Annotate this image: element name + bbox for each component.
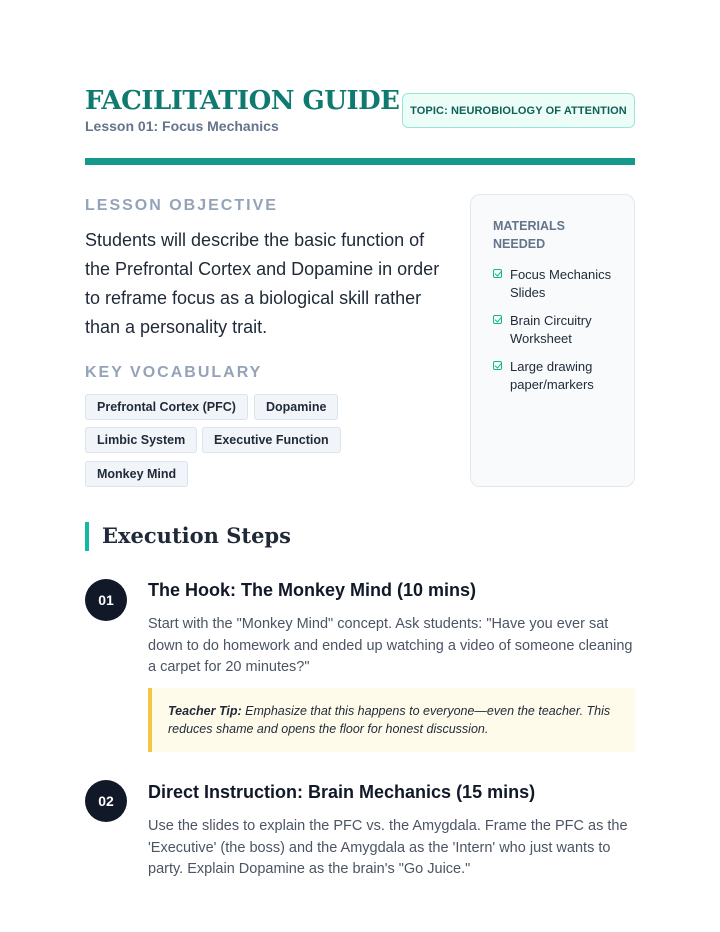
step-body: Start with the "Monkey Mind" concept. Ask students: "Have you ever sat down to do homework and ended up watching a video of someone cleaning a carpet for 20 minutes?"	[148, 616, 633, 675]
materials-item-label: Brain Circuitry Worksheet	[510, 313, 592, 346]
vocab-chip: Monkey Mind	[85, 461, 188, 487]
materials-item-label: Large drawing paper/markers	[510, 359, 594, 392]
teacher-tip-label: Teacher Tip:	[168, 704, 242, 718]
step-number-badge: 01	[85, 579, 127, 621]
page-title: FACILITATION GUIDE	[85, 86, 400, 116]
materials-title: MATERIALS NEEDED	[493, 219, 565, 251]
header-divider	[85, 158, 635, 165]
vocab-chip: Limbic System	[85, 427, 197, 453]
page-header	[85, 86, 635, 146]
objective-text: Students will describe the basic function of the Prefrontal Cortex and Dopamine in order to reframe focus as a biological skill rather than a personality trait.	[85, 230, 440, 337]
step-body: Use the slides to explain the PFC vs. the Amygdala. Frame the PFC as the 'Executive' (the boss) and the Amygdala as the 'Intern' who just wants to party. Explain Dopamine as the brain's "Go Juice."	[148, 818, 628, 877]
section-accent-bar	[85, 522, 89, 551]
materials-card	[470, 194, 635, 487]
step-number-badge: 02	[85, 780, 127, 822]
check-square-icon	[493, 269, 502, 278]
step-title: Direct Instruction: Brain Mechanics (15 mins)	[148, 782, 536, 802]
objective-label: LESSON OBJECTIVE	[85, 197, 278, 214]
teacher-tip	[148, 688, 635, 752]
check-square-icon	[493, 361, 502, 370]
step-title: The Hook: The Monkey Mind (10 mins)	[148, 580, 477, 600]
vocab-chip: Dopamine	[254, 394, 338, 420]
execution-title: Execution Steps	[102, 523, 291, 548]
vocabulary-label: KEY VOCABULARY	[85, 364, 263, 381]
vocab-chip: Prefrontal Cortex (PFC)	[85, 394, 248, 420]
lesson-subtitle: Lesson 01: Focus Mechanics	[85, 118, 279, 134]
check-square-icon	[493, 315, 502, 324]
materials-item-label: Focus Mechanics Slides	[510, 267, 612, 300]
teacher-tip-text: Emphasize that this happens to everyone—even the teacher. This reduces shame and opens the floor for honest discussion.	[168, 704, 611, 736]
topic-badge: TOPIC: NEUROBIOLOGY OF ATTENTION	[402, 93, 635, 128]
vocab-chip: Executive Function	[202, 427, 341, 453]
